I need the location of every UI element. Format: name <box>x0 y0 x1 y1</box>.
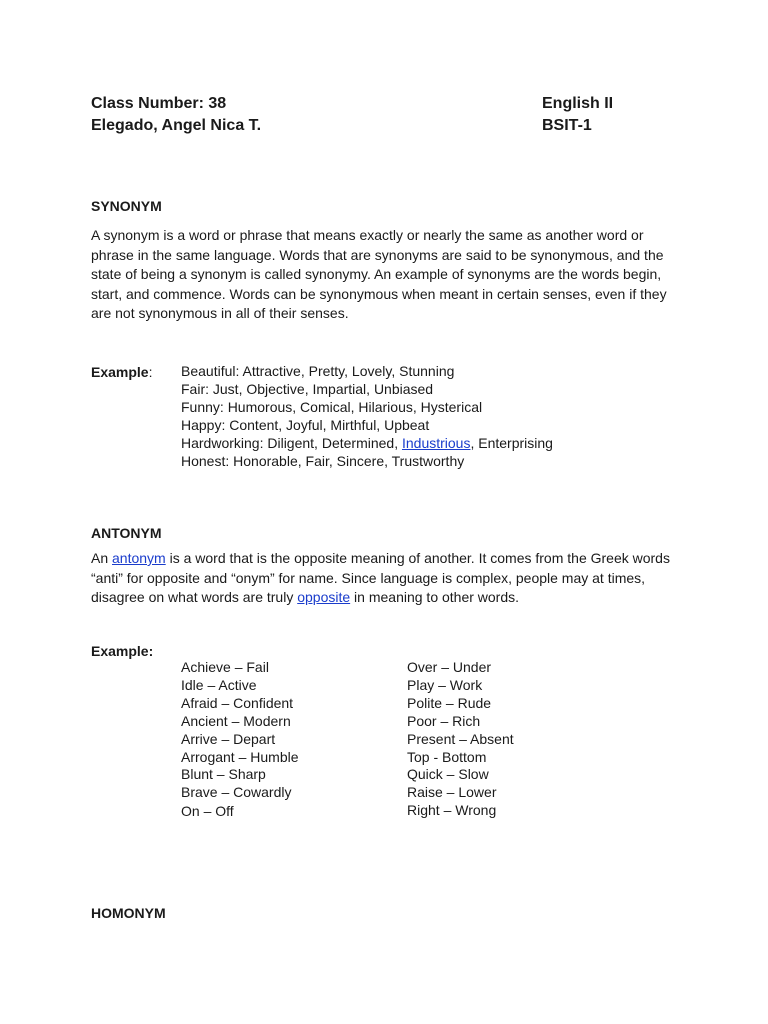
antonym-pair: Play – Work <box>407 676 483 693</box>
antonym-pair: Afraid – Confident <box>181 694 294 711</box>
antonym-pair: Poor – Rich <box>407 712 481 729</box>
synonym-paragraph: A synonym is a word or phrase that means exactly or nearly the same as another word or phrase in the same language. Words that are synonyms are said to be synonymous, and the state of being a synonym is called synonymy. An example of synonyms are the words begin, start, and commence. Words can be synonymous when meant in certain senses, even if they are not synonymous in all of their senses. <box>91 227 667 321</box>
hardworking-text-before: Hardworking: Diligent, Determined, <box>181 434 402 451</box>
synonym-example-list <box>181 363 553 470</box>
hardworking-text-after: , Enterprising <box>470 434 553 451</box>
synonym-example-item: Fair: Just, Objective, Impartial, Unbiased <box>181 380 434 397</box>
synonym-example-item-hardworking <box>181 435 553 453</box>
synonym-example-item: Happy: Content, Joyful, Mirthful, Upbeat <box>181 416 430 433</box>
antonym-example-label-text: Example: <box>91 643 154 659</box>
antonym-heading: ANTONYM <box>91 525 162 541</box>
opposite-link[interactable]: opposite <box>297 589 351 605</box>
section-name: BSIT-1 <box>542 117 592 134</box>
synonym-heading: SYNONYM <box>91 198 162 214</box>
antonym-paragraph <box>91 549 681 608</box>
antonym-text-end: in meaning to other words. <box>350 589 520 605</box>
class-number: Class Number: 38 <box>91 95 227 112</box>
antonym-pair: Arrive – Depart <box>181 730 276 747</box>
antonym-pair: Blunt – Sharp <box>181 766 266 783</box>
homonym-heading: HOMONYM <box>91 905 166 921</box>
example-label-colon: : <box>148 364 153 380</box>
antonym-pair: Idle – Active <box>181 676 257 693</box>
synonym-example-label <box>91 363 152 381</box>
antonym-pair: Raise – Lower <box>407 784 497 801</box>
antonym-pair: Achieve – Fail <box>181 659 269 675</box>
antonym-pair: Top - Bottom <box>407 748 487 765</box>
antonym-text-middle: is a word that is the opposite meaning of another. It comes from the Greek words “anti” for opposite and “onym” for name. Since language is complex, people may at times, disagree on what words are truly <box>91 550 670 605</box>
antonym-text-start: An <box>91 550 113 566</box>
synonym-example-item: Honest: Honorable, Fair, Sincere, Trustworthy <box>181 452 465 469</box>
antonym-example-label <box>91 642 153 660</box>
synonym-example-item: Funny: Humorous, Comical, Hilarious, Hysterical <box>181 398 483 415</box>
antonym-pair: Arrogant – Humble <box>181 748 299 765</box>
antonym-pair: Right – Wrong <box>407 802 497 819</box>
industrious-link[interactable]: Industrious <box>401 434 471 451</box>
example-label-text: Example <box>91 364 149 380</box>
antonym-pair: Present – Absent <box>407 730 514 747</box>
antonym-pair: Ancient – Modern <box>181 712 291 729</box>
antonym-right-column <box>407 659 514 820</box>
antonym-pair: Over – Under <box>407 659 492 675</box>
antonym-left-column <box>181 659 299 821</box>
antonym-pair: Brave – Cowardly <box>181 784 292 801</box>
student-name: Elegado, Angel Nica T. <box>91 117 262 134</box>
antonym-link[interactable]: antonym <box>112 550 166 566</box>
synonym-example-item: Beautiful: Attractive, Pretty, Lovely, Stunning <box>181 363 455 379</box>
antonym-pair: Polite – Rude <box>407 694 492 711</box>
antonym-pair: Quick – Slow <box>407 766 489 783</box>
subject-name: English II <box>542 95 614 112</box>
antonym-pair: On – Off <box>181 803 234 820</box>
